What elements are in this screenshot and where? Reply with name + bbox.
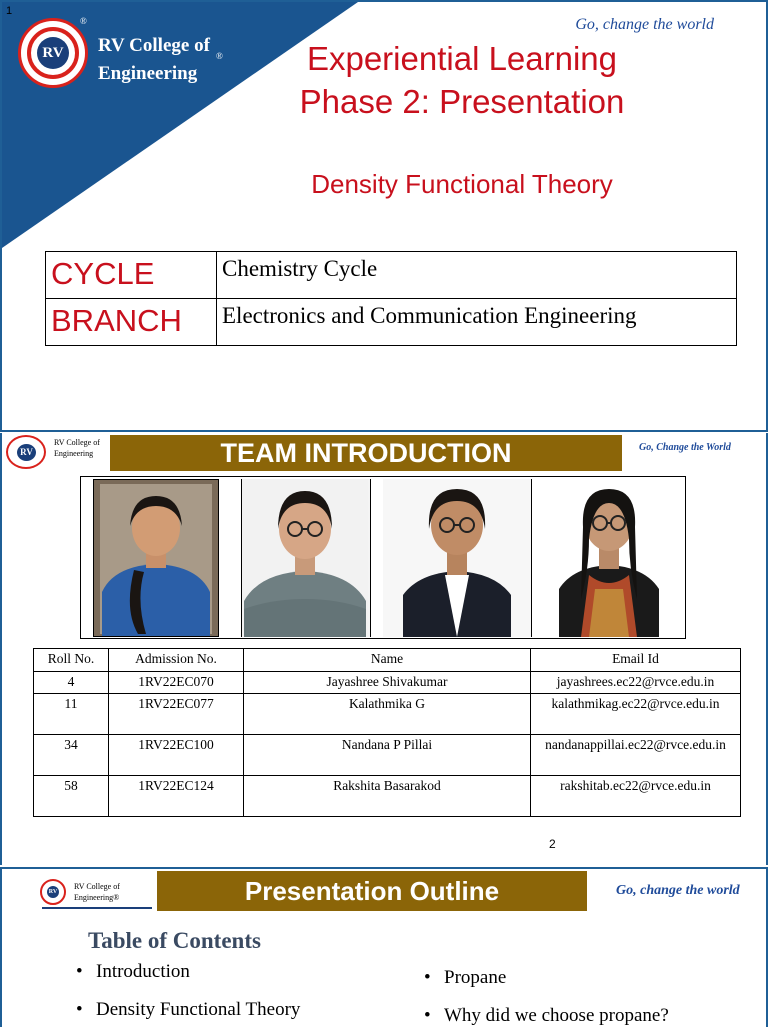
- team-photos: [80, 476, 686, 639]
- bullet-icon: •: [424, 1005, 431, 1026]
- name-cell: Nandana P Pillai: [244, 735, 531, 776]
- admission-cell: 1RV22EC100: [109, 735, 244, 776]
- admission-cell: 1RV22EC077: [109, 694, 244, 735]
- table-row: [34, 694, 741, 735]
- member-photo: [383, 479, 532, 637]
- table-row: [46, 299, 737, 346]
- registered-mark-icon: ®: [80, 16, 87, 26]
- member-photo: [93, 479, 219, 637]
- slide-number: 2: [549, 837, 556, 851]
- title-slide: [0, 0, 768, 432]
- branch-label: BRANCH: [46, 299, 217, 346]
- name-cell: Kalathmika G: [244, 694, 531, 735]
- topic-title: Density Functional Theory: [311, 169, 613, 199]
- roll-cell: 34: [34, 735, 109, 776]
- tagline: Go, Change the World: [639, 442, 731, 453]
- outline-slide: [0, 867, 768, 1027]
- table-row: [34, 672, 741, 694]
- college-name: RV College of Engineering: [54, 438, 100, 458]
- email-cell: jayashrees.ec22@rvce.edu.in: [531, 672, 741, 694]
- college-name: RV College of Engineering: [98, 35, 210, 84]
- list-item: • Introduction: [76, 961, 190, 982]
- list-item: • Why did we choose propane?: [424, 1005, 669, 1026]
- table-header-row: [34, 649, 741, 672]
- rvce-logo: RV: [6, 435, 46, 469]
- admission-cell: 1RV22EC070: [109, 672, 244, 694]
- tagline: Go, change the world: [616, 883, 740, 898]
- cycle-label: CYCLE: [46, 252, 217, 299]
- list-item: • Propane: [424, 967, 507, 988]
- bullet-icon: •: [76, 999, 83, 1020]
- table-row: [34, 776, 741, 817]
- roll-cell: 4: [34, 672, 109, 694]
- info-table: [45, 251, 737, 346]
- rvce-logo: RV: [40, 879, 66, 905]
- table-row: [34, 735, 741, 776]
- member-photo: [533, 479, 685, 637]
- rvce-logo: RV: [18, 18, 88, 88]
- slide-title: Experiential Learning Phase 2: Presentation: [299, 40, 625, 120]
- bullet-icon: •: [76, 961, 83, 982]
- toc-list-right: [424, 966, 669, 1027]
- bullet-icon: •: [424, 967, 431, 988]
- roll-cell: 58: [34, 776, 109, 817]
- column-header: Admission No.: [109, 649, 244, 672]
- team-table: [33, 648, 741, 817]
- column-header: Name: [244, 649, 531, 672]
- admission-cell: 1RV22EC124: [109, 776, 244, 817]
- slide-title: Presentation Outline: [157, 871, 587, 911]
- toc-list-left: [76, 960, 300, 1027]
- slide-number: 1: [6, 5, 13, 17]
- name-cell: Rakshita Basarakod: [244, 776, 531, 817]
- tagline: Go, change the world: [575, 16, 714, 33]
- header-divider: [42, 907, 152, 909]
- list-item: • Density Functional Theory: [76, 999, 301, 1020]
- name-cell: Jayashree Shivakumar: [244, 672, 531, 694]
- email-cell: nandanappillai.ec22@rvce.edu.in: [531, 735, 741, 776]
- roll-cell: 11: [34, 694, 109, 735]
- column-header: Email Id: [531, 649, 741, 672]
- email-cell: rakshitab.ec22@rvce.edu.in: [531, 776, 741, 817]
- team-slide: [0, 433, 768, 865]
- cycle-value: Chemistry Cycle: [217, 252, 737, 299]
- registered-mark-icon: ®: [216, 51, 223, 61]
- email-cell: kalathmikag.ec22@rvce.edu.in: [531, 694, 741, 735]
- branch-value: Electronics and Communication Engineering: [217, 299, 737, 346]
- toc-title: Table of Contents: [88, 928, 261, 953]
- member-photo: [241, 479, 371, 637]
- slide-title: TEAM INTRODUCTION: [110, 435, 622, 471]
- college-name: RV College of Engineering®: [74, 882, 120, 902]
- table-row: [46, 252, 737, 299]
- column-header: Roll No.: [34, 649, 109, 672]
